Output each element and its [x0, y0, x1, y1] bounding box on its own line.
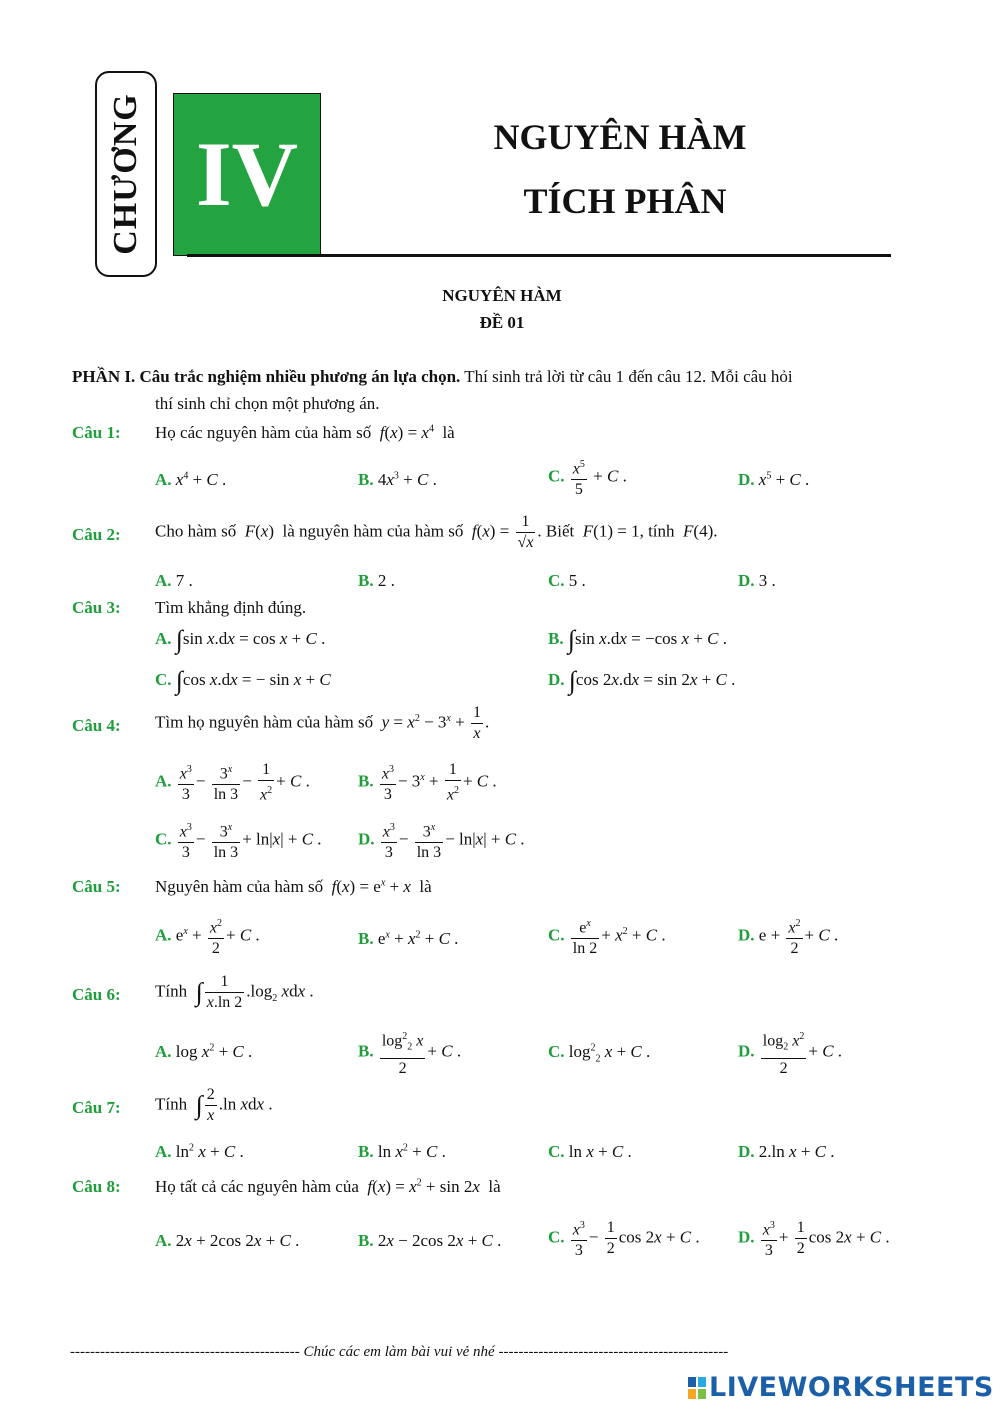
- chapter-title-line1: NGUYÊN HÀM: [493, 117, 747, 157]
- part1-heading: Câu trắc nghiệm nhiều phương án lựa chọn.: [139, 367, 461, 386]
- q7-option-d[interactable]: D. 2.ln x + C .: [738, 1142, 835, 1161]
- q5-option-d[interactable]: D. e + $\frac{x^2}{2}$ + C .: [738, 914, 838, 959]
- q7-option-c[interactable]: C. ln x + C .: [548, 1142, 632, 1161]
- question-8-text: Họ tất cả các nguyên hàm của $f(x) = x^2 + \sin 2x$ là: [155, 1177, 501, 1196]
- q3-option-c[interactable]: C. ∫cos x.dx = − sin x + C: [155, 666, 331, 695]
- question-1-label: Câu 1:: [72, 423, 121, 442]
- q1-option-a[interactable]: A. $x^4 + C$ .: [155, 470, 227, 489]
- part1-text: Thí sinh trả lời từ câu 1 đến câu 12. Mỗi câu hỏi: [464, 367, 793, 386]
- header-rule: [187, 254, 891, 257]
- q3-option-b[interactable]: B. ∫sin x.dx = −cos x + C .: [548, 625, 727, 654]
- part1-label: PHẦN I.: [72, 367, 136, 386]
- question-3-label: Câu 3:: [72, 598, 121, 617]
- q5-option-b[interactable]: B. $e^x + x^2 + C$ .: [358, 929, 459, 948]
- q8-option-d[interactable]: D. $\frac{x^3}{3}$ + $\frac{1}{2}$ cos 2x + C .: [738, 1216, 890, 1261]
- q6-option-b[interactable]: B. $\frac{\log^2_2 x}{2}$ + C .: [358, 1027, 461, 1079]
- q6-option-d[interactable]: D. $\frac{\log_2 x^2}{2}$ + C .: [738, 1027, 842, 1079]
- section-title: NGUYÊN HÀM: [442, 286, 562, 305]
- q6-option-a[interactable]: A. $\log x^2 + C$ .: [155, 1042, 253, 1061]
- question-2-label: Câu 2:: [72, 525, 121, 544]
- q8-option-a[interactable]: A. 2x + 2cos 2x + C .: [155, 1231, 300, 1250]
- question-3-text: Tìm khẳng định đúng.: [155, 598, 307, 617]
- q4-option-a[interactable]: A. $\frac{x^3}{3}$ − $\frac{3^x}{\ln 3}$ − $\frac{1}{x^2}$ + C .: [155, 761, 310, 804]
- footer-dashes-left: ----------------------------------------------: [70, 1344, 300, 1360]
- chapter-number: IV: [173, 93, 321, 256]
- question-7-label: Câu 7:: [72, 1098, 121, 1117]
- q2-option-c[interactable]: C. 5 .: [548, 571, 586, 590]
- q8-option-c[interactable]: C. $\frac{x^3}{3}$ − $\frac{1}{2}$ cos 2x + C .: [548, 1216, 700, 1261]
- brand-logo[interactable]: [688, 1372, 994, 1403]
- part1-instructions: [72, 367, 793, 387]
- question-5-label: Câu 5:: [72, 877, 121, 896]
- q7-option-b[interactable]: B. $\ln x^2 + C$ .: [358, 1142, 446, 1161]
- question-1-text: Họ các nguyên hàm của hàm số $f(x) = x^4$ là: [155, 423, 455, 442]
- question-5-text: Nguyên hàm của hàm số $f(x) = e^x + x$ là: [155, 877, 432, 896]
- question-6-label: Câu 6:: [72, 985, 121, 1004]
- part1-text-line2: thí sinh chỉ chọn một phương án.: [155, 394, 380, 413]
- liveworksheets-icon: [688, 1377, 706, 1399]
- question-8-label: Câu 8:: [72, 1177, 121, 1196]
- brand-name: LIVEWORKSHEETS: [709, 1372, 994, 1403]
- q8-option-b[interactable]: B. 2x − 2cos 2x + C .: [358, 1231, 502, 1250]
- q1-option-d[interactable]: D. $x^5 + C$ .: [738, 470, 810, 489]
- question-7-text: Tính ∫ $\frac{2}{x}$ .ln xdx .: [155, 1086, 273, 1124]
- question-4-label: Câu 4:: [72, 716, 121, 735]
- chapter-label-box: [95, 71, 157, 277]
- exam-title: ĐỀ 01: [479, 313, 525, 332]
- q5-option-c[interactable]: C. $\frac{e^x}{\ln 2}$ + $x^2 + C$ .: [548, 914, 666, 959]
- q1-option-c[interactable]: C. $\frac{x^5}{5}$ + C .: [548, 455, 627, 500]
- q2-option-b[interactable]: B. 2 .: [358, 571, 395, 590]
- q7-option-a[interactable]: A. $\ln^2 x + C$ .: [155, 1142, 244, 1161]
- q4-option-b[interactable]: B. $\frac{x^3}{3}$ − $3^x$ + $\frac{1}{x^2}$ + C .: [358, 761, 497, 804]
- q3-option-a[interactable]: A. ∫sin x.dx = cos x + C .: [155, 625, 326, 654]
- question-2-text: Cho hàm số F(x) là nguyên hàm của hàm số f(x) = $\frac{1}{√x}$ . Biết F(1) = 1, tính F(4).: [155, 513, 718, 551]
- q5-option-a[interactable]: A. $e^x$ + $\frac{x^2}{2}$ + C .: [155, 914, 260, 959]
- footer-dashes-right: ----------------------------------------------: [498, 1344, 729, 1360]
- q2-option-a[interactable]: A. 7 .: [155, 571, 193, 590]
- footer-text: Chúc các em làm bài vui vẻ nhé: [303, 1344, 495, 1360]
- q2-option-d[interactable]: D. 3 .: [738, 571, 776, 590]
- q6-option-c[interactable]: C. $\log^2_2 x + C$ .: [548, 1042, 651, 1065]
- question-6-text: Tính ∫ $\frac{1}{x.\ln 2}$ $.\log_2$ xdx .: [155, 973, 314, 1011]
- chapter-label: CHƯƠNG: [107, 93, 144, 255]
- q3-option-d[interactable]: D. ∫cos 2x.dx = sin 2x + C .: [548, 666, 736, 695]
- chapter-title-line2: TÍCH PHÂN: [523, 181, 727, 221]
- footer-note: [70, 1344, 930, 1361]
- q4-option-c[interactable]: C. $\frac{x^3}{3}$ − $\frac{3^x}{\ln 3}$ + ln|x| + C .: [155, 818, 322, 863]
- q1-option-b[interactable]: B. $4x^3 + C$ .: [358, 470, 437, 489]
- question-4-text: Tìm họ nguyên hàm của hàm số $y = x^2 - 3^x$ + $\frac{1}{x}$ .: [155, 704, 490, 742]
- q4-option-d[interactable]: D. $\frac{x^3}{3}$ − $\frac{3^x}{\ln 3}$ − ln|x| + C .: [358, 818, 525, 863]
